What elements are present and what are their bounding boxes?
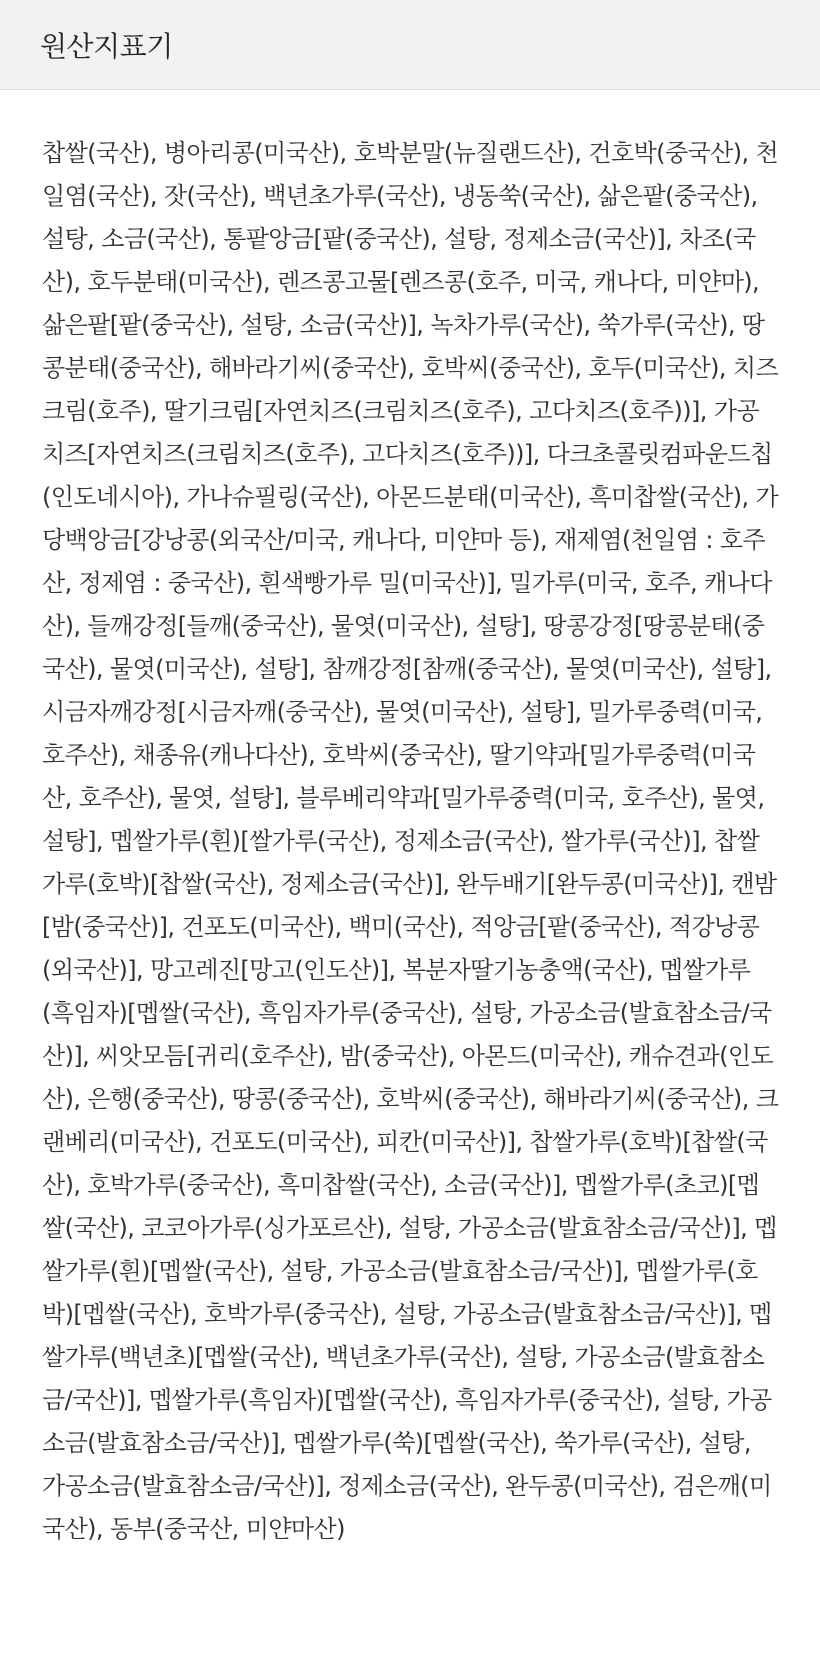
origin-content xyxy=(0,90,820,1551)
origin-description: 찹쌀(국산), 병아리콩(미국산), 호박분말(뉴질랜드산), 건호박(중국산), 천일염(국산), 잣(국산), 백년초가루(국산), 냉동쑥(국산), 삶은팥(중국산), 설탕, 소금(국산), 통팥앙금[팥(중국산), 설탕, 정제소금(국산)], 차조(국산), 호두분태(미국산), 렌즈콩고물[렌즈콩(호주, 미국, 캐나다, 미얀마), 삶은팥[팥(중국산), 설탕, 소금(국산)], 녹차가루(국산), 쑥가루(국산), 땅콩분태(중국산), 해바라기씨(중국산), 호박씨(중국산), 호두(미국산), 치즈크림(호주), 딸기크림[자연치즈(크림치즈(호주), 고다치즈(호주))], 가공치즈[자연치즈(크림치즈(호주), 고다치즈(호주))], 다크초콜릿컴파운드칩(인도네시아), 가나슈필링(국산), 아몬드분태(미국산), 흑미찹쌀(국산), 가당백앙금[강낭콩(외국산/미국, 캐나다, 미얀마 등), 재제염(천일염 : 호주산, 정제염 : 중국산), 흰색빵가루 밀(미국산)], 밀가루(미국, 호주, 캐나다산), 들깨강정[들깨(중국산), 물엿(미국산), 설탕], 땅콩강정[땅콩분태(중국산), 물엿(미국산), 설탕], 참깨강정[참깨(중국산), 물엿(미국산), 설탕], 시금자깨강정[시금자깨(중국산), 물엿(미국산), 설탕], 밀가루중력(미국, 호주산), 채종유(캐나다산), 호박씨(중국산), 딸기약과[밀가루중력(미국산, 호주산), 물엿, 설탕], 블루베리약과[밀가루중력(미국, 호주산), 물엿, 설탕], 멥쌀가루(흰)[쌀가루(국산), 정제소금(국산), 쌀가루(국산)], 찹쌀가루(호박)[찹쌀(국산), 정제소금(국산)], 완두배기[완두콩(미국산)], 캔밤[밤(중국산)], 건포도(미국산), 백미(국산), 적앙금[팥(중국산), 적강낭콩(외국산)], 망고레진[망고(인도산)], 복분자딸기농충액(국산), 멥쌀가루(흑임자)[멥쌀(국산), 흑임자가루(중국산), 설탕, 가공소금(발효참소금/국산)], 씨앗모듬[귀리(호주산), 밤(중국산), 아몬드(미국산), 캐슈견과(인도산), 은행(중국산), 땅콩(중국산), 호박씨(중국산), 해바라기씨(중국산), 크랜베리(미국산), 건포도(미국산), 피칸(미국산)], 찹쌀가루(호박)[찹쌀(국산), 호박가루(중국산), 흑미찹쌀(국산), 소금(국산)], 멥쌀가루(초코)[멥쌀(국산), 코코아가루(싱가포르산), 설탕, 가공소금(발효참소금/국산)], 멥쌀가루(흰)[멥쌀(국산), 설탕, 가공소금(발효참소금/국산)], 멥쌀가루(호박)[멥쌀(국산), 호박가루(중국산), 설탕, 가공소금(발효참소금/국산)], 멥쌀가루(백년초)[멥쌀(국산), 백년초가루(국산), 설탕, 가공소금(발효참소금/국산)], 멥쌀가루(흑임자)[멥쌀(국산), 흑임자가루(중국산), 설탕, 가공소금(발효참소금/국산)], 멥쌀가루(쑥)[멥쌀(국산), 쑥가루(국산), 설탕, 가공소금(발효참소금/국산)], 정제소금(국산), 완두콩(미국산), 검은깨(미국산), 동부(중국산, 미얀마산) xyxy=(42,139,779,1543)
page-title: 원산지표기 xyxy=(40,29,173,63)
page-header xyxy=(0,0,820,90)
